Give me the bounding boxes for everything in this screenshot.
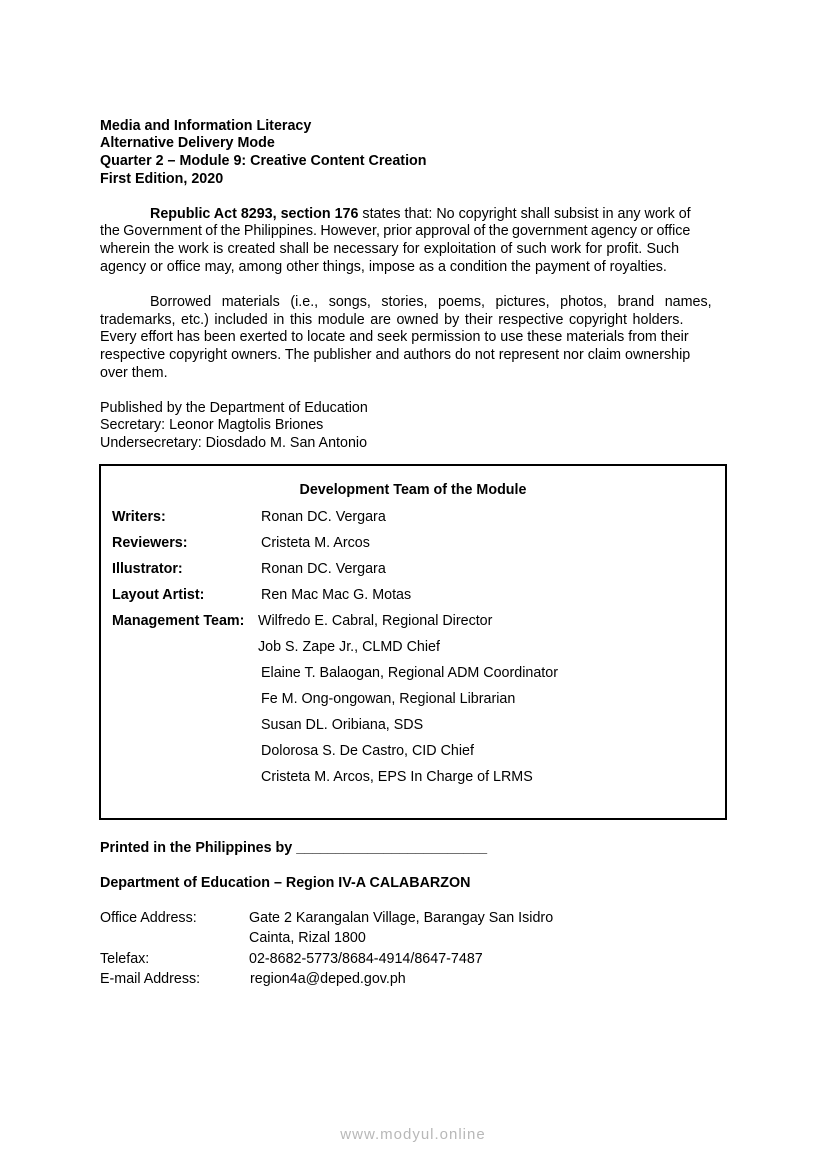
telefax-label: Telefax: — [100, 951, 150, 967]
reviewers-value: Cristeta M. Arcos — [261, 535, 370, 551]
office-address-line-2: Cainta, Rizal 1800 — [249, 930, 366, 946]
management-member: Cristeta M. Arcos, EPS In Charge of LRMS — [261, 769, 533, 785]
email-value[interactable]: region4a@deped.gov.ph — [250, 971, 406, 987]
borrowed-line-1: Borrowed materials (i.e., songs, stories, poems, pictures, photos, brand names, — [150, 294, 712, 310]
management-member: Job S. Zape Jr., CLMD Chief — [258, 639, 440, 655]
edition: First Edition, 2020 — [100, 171, 224, 187]
secretary: Secretary: Leonor Magtolis Briones — [100, 417, 324, 433]
office-address-line-1: Gate 2 Karangalan Village, Barangay San Isidro — [249, 910, 554, 926]
borrowed-line-2: trademarks, etc.) included in this module are owned by their respective copyright holders. — [100, 312, 684, 328]
copyright-line-4: agency or office may, among other things, impose as a condition the payment of royalties. — [100, 259, 667, 275]
management-member: Susan DL. Oribiana, SDS — [261, 717, 424, 733]
copyright-statement-start: states that: No copyright shall subsist in any work of — [358, 206, 691, 222]
reviewers-label: Reviewers: — [112, 535, 188, 551]
copyright-line-3: wherein the work is created shall be necessary for exploitation of such work for profit. Such — [100, 241, 680, 257]
layout-artist-value: Ren Mac Mac G. Motas — [261, 587, 412, 603]
module-subject: Media and Information Literacy — [100, 118, 312, 134]
copyright-line-2: the Government of the Philippines. However, prior approval of the government agency or office — [100, 223, 691, 239]
undersecretary: Undersecretary: Diosdado M. San Antonio — [100, 435, 368, 451]
management-member: Fe M. Ong-ongowan, Regional Librarian — [261, 691, 516, 707]
telefax-value: 02-8682-5773/8684-4914/8647-7487 — [249, 951, 483, 967]
region-name: Department of Education – Region IV-A CALABARZON — [100, 875, 471, 891]
republic-act-reference: Republic Act 8293, section 176 — [150, 206, 359, 222]
publisher: Published by the Department of Education — [100, 400, 368, 416]
writers-value: Ronan DC. Vergara — [261, 509, 386, 525]
illustrator-label: Illustrator: — [112, 561, 183, 577]
development-team-title: Development Team of the Module — [299, 482, 527, 498]
management-team-label: Management Team: — [112, 613, 245, 629]
layout-artist-label: Layout Artist: — [112, 587, 205, 603]
illustrator-value: Ronan DC. Vergara — [261, 561, 386, 577]
borrowed-line-3: Every effort has been exerted to locate and seek permission to use these materials from their — [100, 329, 689, 345]
office-address-label: Office Address: — [100, 910, 197, 926]
delivery-mode: Alternative Delivery Mode — [100, 135, 275, 151]
printed-by: Printed in the Philippines by ________________________ — [100, 840, 488, 856]
borrowed-line-5: over them. — [100, 365, 168, 381]
website-footer: www.modyul.online — [340, 1126, 486, 1143]
management-member: Elaine T. Balaogan, Regional ADM Coordinator — [261, 665, 558, 681]
copyright-line-1 — [150, 206, 691, 223]
development-team-box — [99, 464, 727, 820]
management-member: Dolorosa S. De Castro, CID Chief — [261, 743, 474, 759]
management-member: Wilfredo E. Cabral, Regional Director — [258, 613, 493, 629]
email-label: E-mail Address: — [100, 971, 201, 987]
writers-label: Writers: — [112, 509, 166, 525]
module-title: Quarter 2 – Module 9: Creative Content Creation — [100, 153, 427, 169]
borrowed-line-4: respective copyright owners. The publisher and authors do not represent nor claim ownership — [100, 347, 691, 363]
